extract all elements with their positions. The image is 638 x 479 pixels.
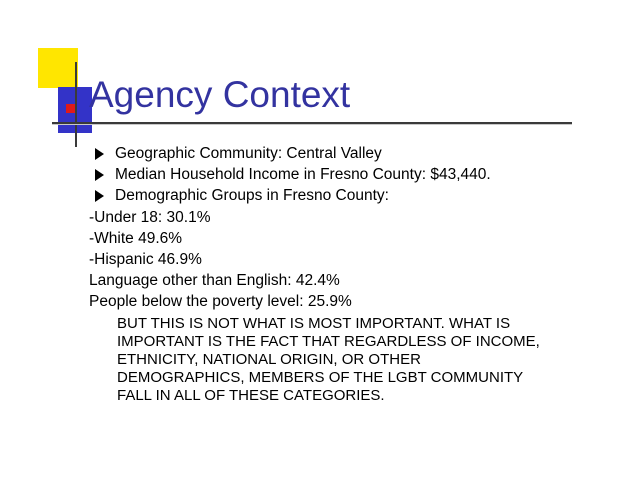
- bullet-text: Median Household Income in Fresno County: $43,440.: [115, 166, 491, 183]
- stat-hispanic: -Hispanic 46.9%: [89, 251, 202, 268]
- stat-white: -White 49.6%: [89, 230, 183, 247]
- stat-language: Language other than English: 42.4%: [89, 272, 340, 289]
- title-underline-shadow: [52, 124, 572, 125]
- vertical-rule: [75, 62, 77, 147]
- triangle-bullet-icon: [95, 190, 104, 202]
- bullet-text: Geographic Community: Central Valley: [115, 145, 382, 162]
- bullet-text: Demographic Groups in Fresno County:: [115, 187, 389, 204]
- emphasis-note: [117, 315, 617, 405]
- note-line: BUT THIS IS NOT WHAT IS MOST IMPORTANT. WHAT IS: [117, 315, 511, 332]
- slide-title: Agency Context: [89, 74, 351, 115]
- yellow-square-decoration: [38, 48, 78, 88]
- triangle-bullet-icon: [95, 148, 104, 160]
- stat-poverty: People below the poverty level: 25.9%: [89, 293, 352, 310]
- triangle-bullet-icon: [95, 169, 104, 181]
- note-line: IMPORTANT IS THE FACT THAT REGARDLESS OF INCOME,: [117, 333, 540, 350]
- note-line: DEMOGRAPHICS, MEMBERS OF THE LGBT COMMUNITY: [117, 369, 524, 386]
- red-square-decoration: [66, 104, 75, 113]
- note-line: ETHNICITY, NATIONAL ORIGIN, OR OTHER: [117, 351, 421, 368]
- stat-under-18: -Under 18: 30.1%: [89, 209, 211, 226]
- note-line: FALL IN ALL OF THESE CATEGORIES.: [117, 387, 385, 404]
